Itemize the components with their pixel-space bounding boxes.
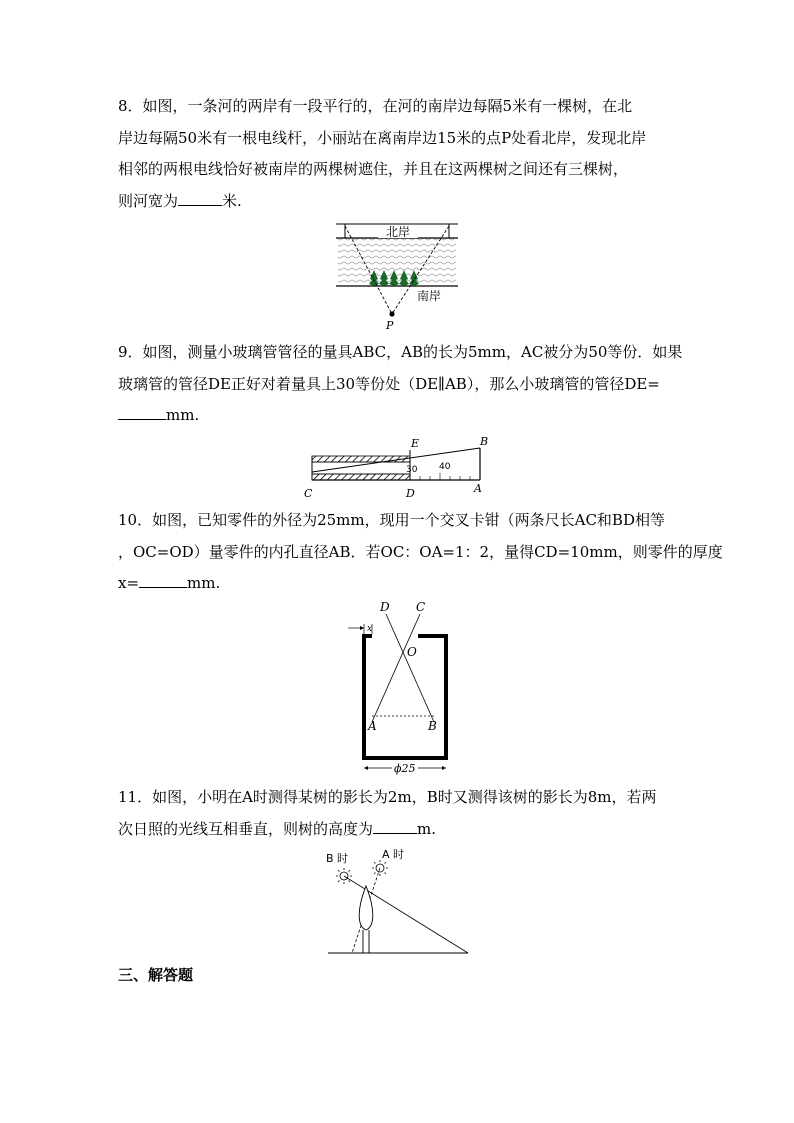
label-d: D: [380, 600, 390, 614]
a-time-label: A 时: [382, 848, 405, 861]
label-e: E: [411, 437, 420, 450]
label-a: A: [474, 482, 482, 495]
arm-ca: [372, 614, 420, 722]
tree-icon: [359, 886, 373, 953]
label-c: C: [304, 487, 313, 500]
q10-text: x=: [118, 574, 140, 592]
scale-ticks: [420, 473, 470, 480]
label-a: A: [368, 719, 377, 733]
answer-blank: [118, 405, 166, 420]
caliper-figure: [302, 434, 498, 500]
q10-line-3: [118, 568, 678, 600]
p-label: P: [386, 319, 394, 332]
part-body: [364, 636, 446, 758]
q10-line-2: ，OC=OD）量零件的内孔直径AB．若OC：OA=1：2，量得CD=10mm，则零件的厚度: [118, 542, 723, 561]
label-b: B: [428, 719, 437, 733]
answer-blank: [373, 819, 417, 834]
question-9: [118, 337, 683, 432]
north-bank-label: 北岸: [385, 225, 411, 239]
label-c: C: [416, 600, 426, 614]
b-time-label: B 时: [326, 852, 349, 865]
section-heading: 三、解答题: [118, 966, 194, 984]
q9-line-2: 玻璃管的管径DE正好对着量具上30等份处（DE∥AB），那么小玻璃管的管径DE=: [118, 374, 660, 393]
q11-line-2: [118, 814, 678, 846]
tick-40: 40: [439, 462, 451, 472]
q9-line-1: 9．如图，测量小玻璃管管径的量具ABC，AB的长为5mm，AC被分为50等份．如果: [118, 343, 683, 361]
south-bank-label: 南岸: [416, 289, 442, 303]
diameter-label: ϕ25: [394, 762, 416, 775]
question-11: [118, 782, 678, 845]
question-10: [118, 505, 723, 600]
q8-line-1: 8．如图，一条河的两岸有一段平行的，在河的南岸边每隔5米有一棵树，在北: [118, 97, 633, 115]
label-d: D: [406, 487, 415, 500]
label-b: B: [480, 435, 489, 448]
tick-30: 30: [406, 465, 418, 475]
river-figure: [334, 218, 462, 332]
q11-unit: m.: [417, 819, 437, 838]
q8-text: 则河宽为: [118, 191, 179, 210]
q9-line-3: [118, 400, 678, 432]
tube-wall-bottom: [312, 474, 410, 480]
tube-wall-top: [312, 456, 410, 462]
answer-blank: [139, 573, 187, 588]
q10-line-1: 10．如图，已知零件的外径为25mm，现用一个交叉卡钳（两条尺长AC和BD相等: [118, 511, 665, 529]
q8-unit: 米.: [222, 191, 242, 210]
label-x: x: [367, 624, 373, 634]
label-o: O: [407, 645, 417, 659]
q8-line-4: [118, 186, 678, 218]
q9-unit: mm.: [166, 406, 200, 424]
q10-unit: mm.: [187, 574, 221, 592]
tree-shadow-figure: [324, 846, 472, 956]
q8-line-2: 岸边每隔50米有一根电线杆，小丽站在离南岸边15米的点P处看北岸，发现北岸: [118, 128, 647, 147]
point-p: [389, 311, 394, 316]
part-figure: [340, 598, 456, 778]
q11-text: 次日照的光线互相垂直，则树的高度为: [118, 819, 374, 838]
q11-line-1: 11．如图，小明在A时测得某树的影长为2m，B时又测得该树的影长为8m，若两: [118, 788, 657, 806]
q8-line-3: 相邻的两根电线恰好被南岸的两棵树遮住，并且在这两棵树之间还有三棵树，: [118, 160, 629, 178]
answer-blank: [178, 191, 222, 206]
question-8: [118, 91, 678, 217]
arm-db: [386, 614, 434, 722]
